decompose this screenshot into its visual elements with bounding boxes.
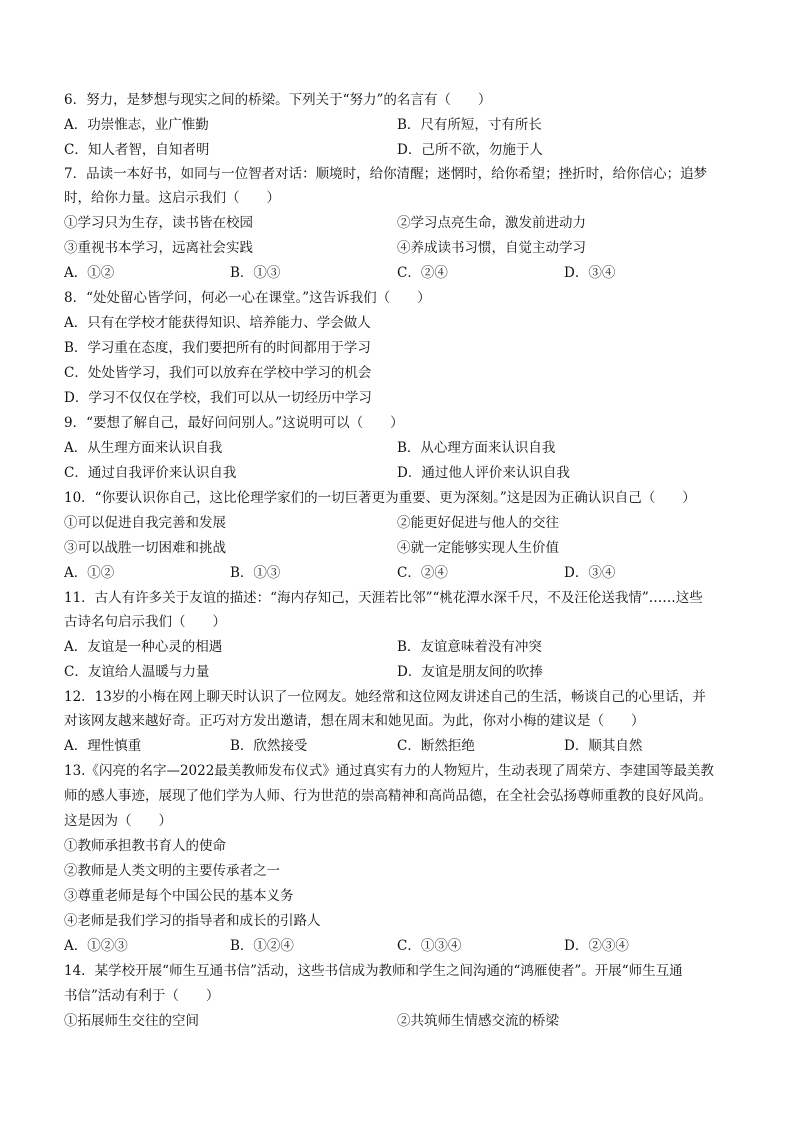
q11-option-a: A．友谊是一种心灵的相遇 (64, 639, 223, 655)
q7-stem-line1: 7．品读一本好书，如同与一位智者对话：顺境时，给你清醒；迷惘时，给你希望；挫折时，给你信心；追梦 (64, 166, 708, 182)
q11-options-row1 (64, 635, 744, 659)
q7-statement-4: ④养成读书习惯，自觉主动学习 (397, 240, 586, 256)
q12-stem-line2: 对该网友越来越好奇。正巧对方发出邀请，想在周末和她见面。为此，你对小梅的建议是（ ） (64, 713, 645, 729)
q13-stem-line3: 这是因为（ ） (64, 813, 172, 829)
q7-statement-2: ②学习点亮生命，激发前进动力 (397, 215, 586, 231)
q13-option-a: A．①②③ (64, 938, 128, 954)
q12-options (64, 734, 744, 758)
q9-stem: 9．“要想了解自己，最好问问别人。”这说明可以（ ） (64, 415, 404, 431)
q14-statement-1: ①拓展师生交往的空间 (64, 1013, 199, 1029)
q6-options-row1 (64, 113, 744, 137)
q10-option-a: A．①② (64, 565, 115, 581)
q7-statements-row1 (64, 211, 744, 235)
q10-option-b: B．①③ (230, 565, 281, 581)
q9-options-row1 (64, 436, 744, 460)
q14-stem-line1: 14．某学校开展“师生互通书信”活动，这些书信成为教师和学生之间沟通的“鸿雁使者”。开展“师生互通 (64, 963, 683, 979)
q13-stem-line2: 师的感人事迹，展现了他们学为人师、行为世范的崇高精神和高尚品德，在全社会弘扬尊师重教的良好风尚。 (64, 788, 712, 804)
q9-options-row2 (64, 461, 744, 485)
q10-options (64, 561, 744, 585)
q11-option-d: D．友谊是朋友间的吹捧 (397, 664, 543, 680)
q12-option-b: B．欣然接受 (230, 738, 308, 754)
q11-stem-line1: 11．古人有许多关于友谊的描述：“海内存知己，天涯若比邻”“桃花潭水深千尺，不及汪伦送我情”……这些 (64, 590, 703, 606)
q14-stem-line2: 书信”活动有利于（ ） (64, 988, 220, 1004)
q6-option-c: C．知人者智，自知者明 (64, 142, 210, 158)
q7-stem-line2: 时，给你力量。这启示我们（ ） (64, 190, 280, 206)
q11-stem-line2: 古诗名句启示我们（ ） (64, 614, 226, 630)
q7-options (64, 261, 744, 285)
q9-option-b: B．从心理方面来认识自我 (397, 440, 556, 456)
q11-option-b: B．友谊意味着没有冲突 (397, 639, 542, 655)
q8-option-d: D．学习不仅仅在学校，我们可以从一切经历中学习 (64, 390, 372, 406)
q9-option-c: C．通过自我评价来认识自我 (64, 465, 237, 481)
q10-statement-3: ③可以战胜一切困难和挑战 (64, 540, 226, 556)
q12-option-c: C．断然拒绝 (397, 738, 475, 754)
q7-option-c: C．②④ (397, 265, 448, 281)
q6-option-d: D．己所不欲，勿施于人 (397, 142, 543, 158)
q10-statements-row2 (64, 536, 744, 560)
q8-stem: 8．“处处留心皆学问，何必一心在课堂。”这告诉我们（ ） (64, 290, 431, 306)
q8-option-b: B．学习重在态度，我们要把所有的时间都用于学习 (64, 340, 371, 356)
q6-option-b: B．尺有所短，寸有所长 (397, 117, 542, 133)
q12-stem-line1: 12．13岁的小梅在网上聊天时认识了一位网友。她经常和这位网友讲述自己的生活，畅谈自己的心里话，并 (64, 689, 706, 705)
q13-statement-1: ①教师承担教书育人的使命 (64, 838, 226, 854)
q7-option-d: D．③④ (564, 265, 616, 281)
q7-statements-row2 (64, 236, 744, 260)
q9-option-d: D．通过他人评价来认识自我 (397, 465, 570, 481)
q13-stem-line1: 13.《闪亮的名字—2022最美教师发布仪式》通过真实有力的人物短片，生动表现了周荣方、李建国等最美教 (64, 763, 714, 779)
q10-statement-4: ④就一定能够实现人生价值 (397, 540, 559, 556)
q8-option-a: A．只有在学校才能获得知识、培养能力、学会做人 (64, 315, 371, 331)
q13-option-d: D．②③④ (564, 938, 629, 954)
q11-option-c: C．友谊给人温暖与力量 (64, 664, 210, 680)
q11-options-row2 (64, 660, 744, 684)
q10-option-d: D．③④ (564, 565, 616, 581)
q9-option-a: A．从生理方面来认识自我 (64, 440, 223, 456)
q7-statement-1: ①学习只为生存，读书皆在校园 (64, 215, 253, 231)
q10-stem: 10．“你要认识你自己，这比伦理学家们的一切巨著更为重要、更为深刻。”这是因为正确认识自己（ ） (64, 490, 696, 506)
q6-option-a: A．功崇惟志，业广惟勤 (64, 117, 209, 133)
q12-option-a: A．理性慎重 (64, 738, 142, 754)
q13-statement-3: ③尊重老师是每个中国公民的基本义务 (64, 888, 294, 904)
q8-option-c: C．处处皆学习，我们可以放弃在学校中学习的机会 (64, 365, 372, 381)
q13-option-b: B．①②④ (230, 938, 294, 954)
q10-statements-row1 (64, 511, 744, 535)
q6-options-row2 (64, 138, 744, 162)
q14-statement-2: ②共筑师生情感交流的桥梁 (397, 1013, 559, 1029)
q10-statement-1: ①可以促进自我完善和发展 (64, 515, 226, 531)
q13-statement-2: ②教师是人类文明的主要传承者之一 (64, 863, 280, 879)
q12-option-d: D．顺其自然 (564, 738, 643, 754)
q13-option-c: C．①③④ (397, 938, 462, 954)
q13-statement-4: ④老师是我们学习的指导者和成长的引路人 (64, 913, 321, 929)
q10-option-c: C．②④ (397, 565, 448, 581)
q13-options (64, 934, 744, 958)
q7-statement-3: ③重视书本学习，远离社会实践 (64, 240, 253, 256)
q10-statement-2: ②能更好促进与他人的交往 (397, 515, 559, 531)
q6-stem: 6．努力，是梦想与现实之间的桥梁。下列关于“努力”的名言有（ ） (64, 92, 492, 108)
q7-option-a: A．①② (64, 265, 115, 281)
q14-statements-row1 (64, 1009, 744, 1033)
q7-option-b: B．①③ (230, 265, 281, 281)
